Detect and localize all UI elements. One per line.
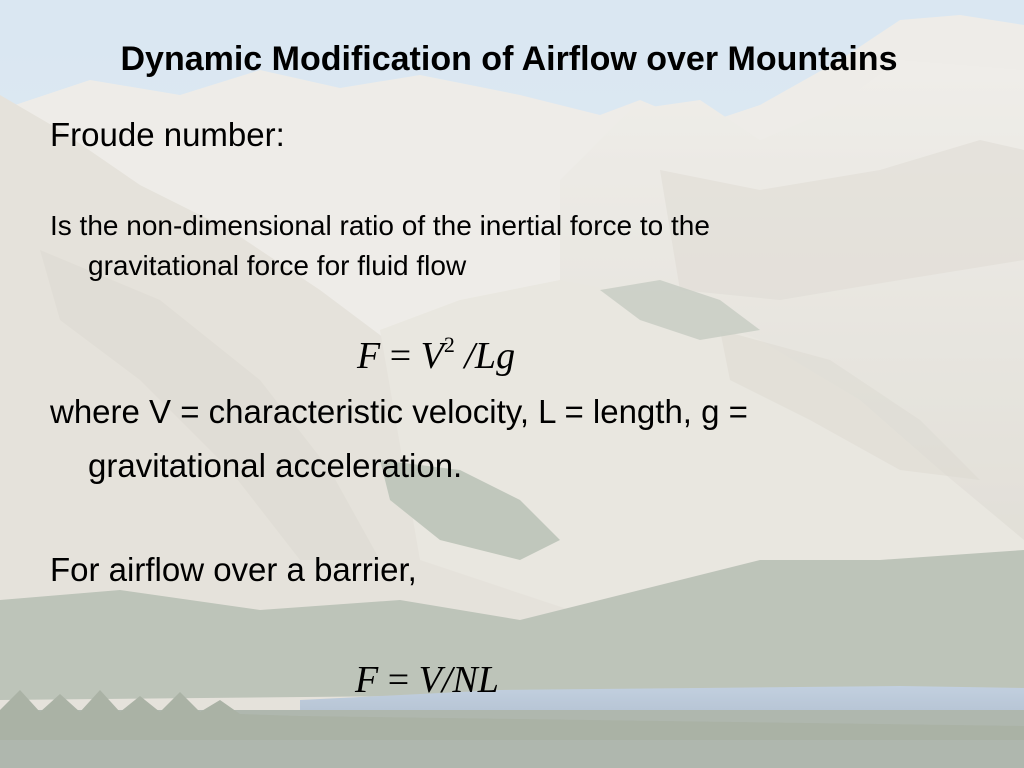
- formula-1-rest: /Lg: [454, 335, 516, 377]
- definition-line-1: Is the non-dimensional ratio of the inertial force to the: [50, 210, 710, 241]
- where-line-2: gravitational acceleration.: [88, 447, 463, 484]
- formula-1-equals: =: [380, 335, 421, 377]
- froude-formula-velocity: [357, 333, 515, 379]
- formula-1-exponent: 2: [443, 332, 455, 357]
- formula-1-lhs: F: [357, 335, 381, 377]
- formula-2-lhs: F: [355, 659, 379, 701]
- where-line-1: where V = characteristic velocity, L = length, g =: [50, 393, 748, 430]
- froude-number-heading: Froude number:: [50, 116, 285, 153]
- formula-1-v: V: [420, 335, 444, 377]
- formula-2-equals: =: [378, 659, 419, 701]
- formula-2-rest: V/NL: [418, 659, 499, 701]
- froude-formula-barrier: [355, 657, 499, 703]
- definition-line-2: gravitational force for fluid flow: [88, 250, 467, 281]
- barrier-statement: For airflow over a barrier,: [50, 551, 417, 588]
- froude-definition: [50, 206, 710, 286]
- slide-title: Dynamic Modification of Airflow over Mountains: [120, 40, 898, 78]
- variable-definitions: [50, 385, 748, 493]
